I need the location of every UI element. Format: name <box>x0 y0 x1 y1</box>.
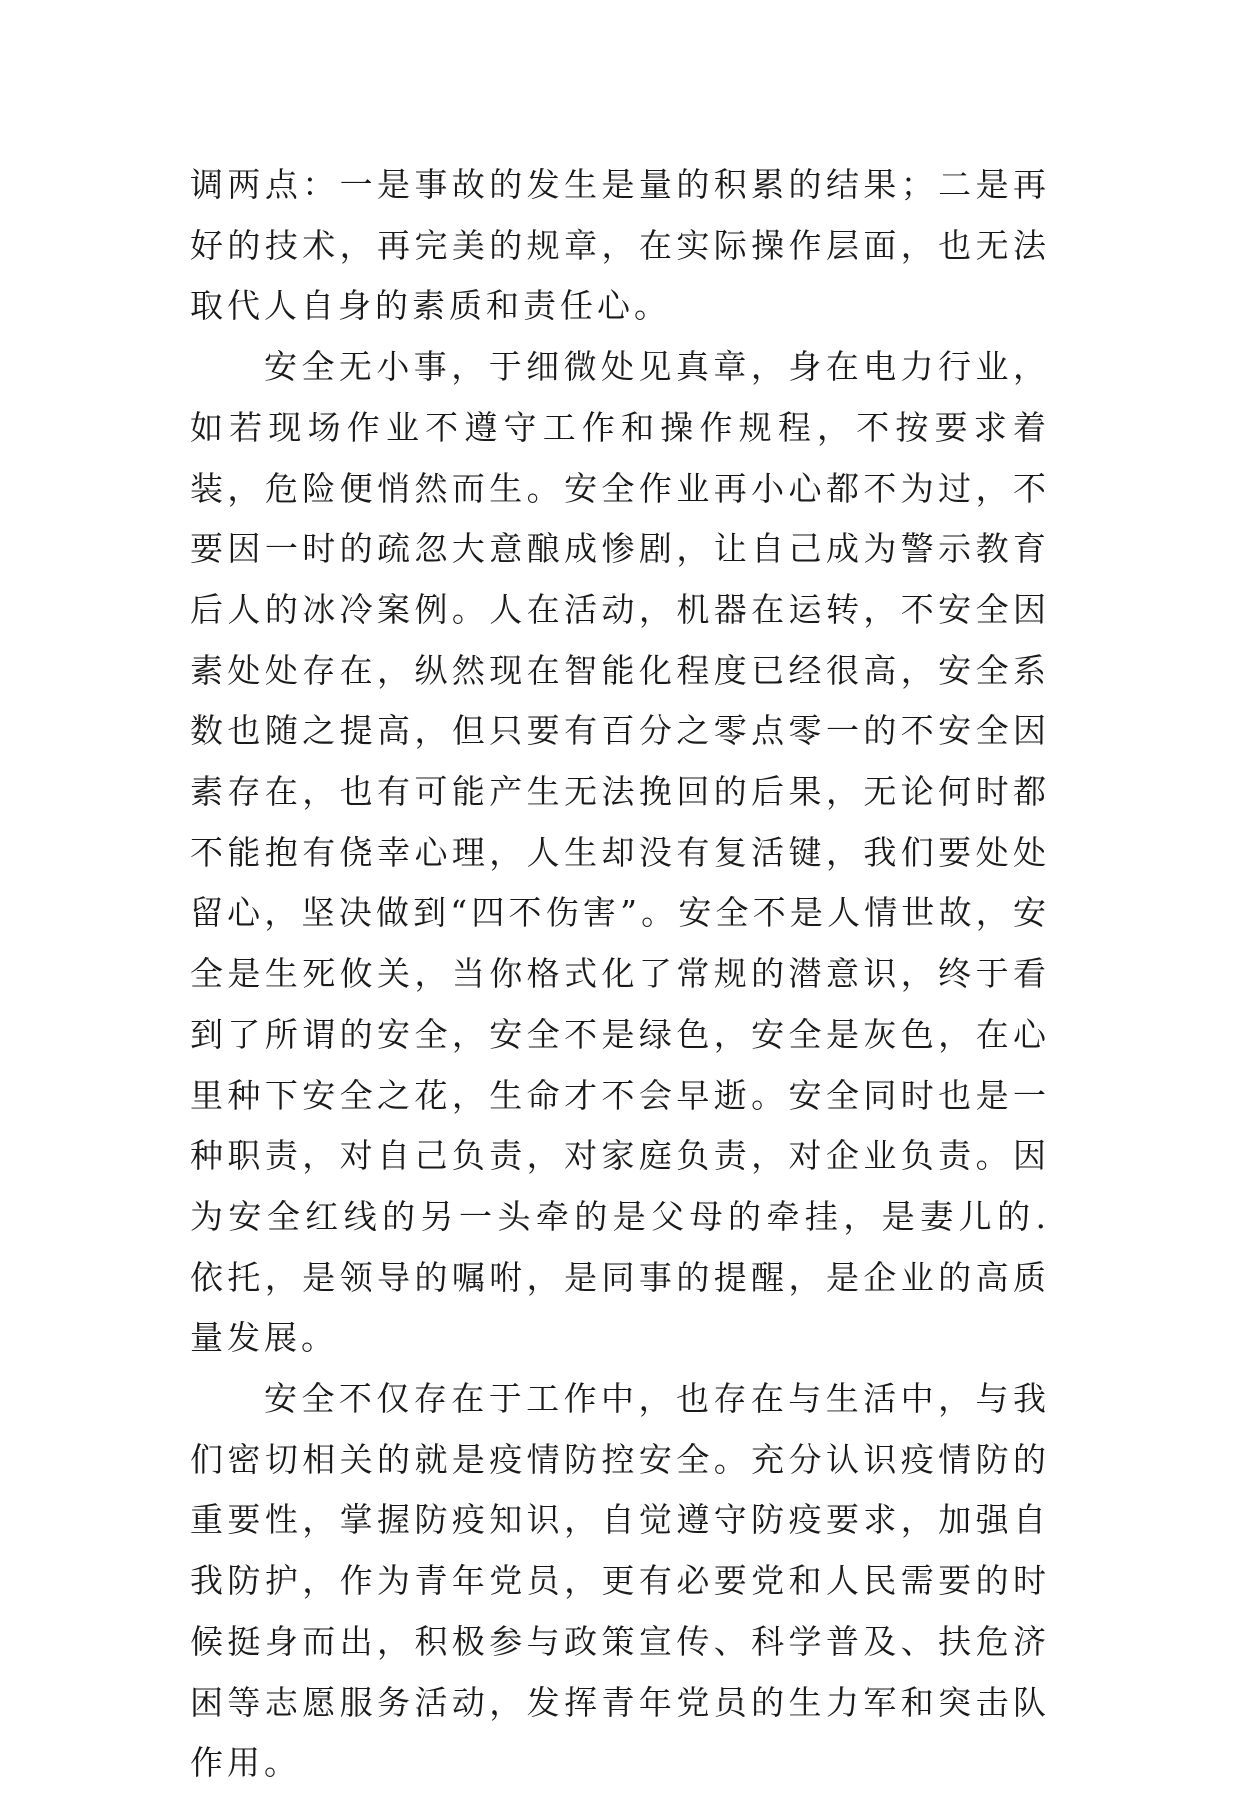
document-body <box>190 155 1050 1794</box>
paragraph-continuation: 调两点：一是事故的发生是量的积累的结果；二是再好的技术，再完美的规章，在实际操作层面，也无法取代人自身的素质和责任心。 <box>190 165 1050 326</box>
paragraph-epidemic-safety: 安全不仅存在于工作中，也存在与生活中，与我们密切相关的就是疫情防控安全。充分认识疫情防的重要性，掌握防疫知识，自觉遵守防疫要求，加强自我防护，作为青年党员，更有必要党和人民需要的时候挺身而出，积极参与政策宣传、科学普及、扶危济困等志愿服务活动，发挥青年党员的生力军和突击队作用。 <box>190 1379 1050 1783</box>
paragraph-safety-details: 安全无小事，于细微处见真章，身在电力行业，如若现场作业不遵守工作和操作规程，不按要求着装，危险便悄然而生。安全作业再小心都不为过，不要因一时的疏忽大意酿成惨剧，让自己成为警示教育后人的冰冷案例。人在活动，机器在运转，不安全因素处处存在，纵然现在智能化程度已经很高，安全系数也随之提高，但只要有百分之零点零一的不安全因素存在，也有可能产生无法挽回的后果，无论何时都不能抱有侥幸心理，人生却没有复活键，我们要处处留心，坚决做到“四不伤害”。安全不是人情世故，安全是生死攸关，当你格式化了常规的潜意识，终于看到了所谓的安全，安全不是绿色，安全是灰色，在心里种下安全之花，生命才不会早逝。安全同时也是一种职责，对自己负责，对家庭负责，对企业负责。因为安全红线的另一头牵的是父母的牵挂，是妻儿的.依托，是领导的嘱咐，是同事的提醒，是企业的高质量发展。 <box>190 347 1050 1358</box>
